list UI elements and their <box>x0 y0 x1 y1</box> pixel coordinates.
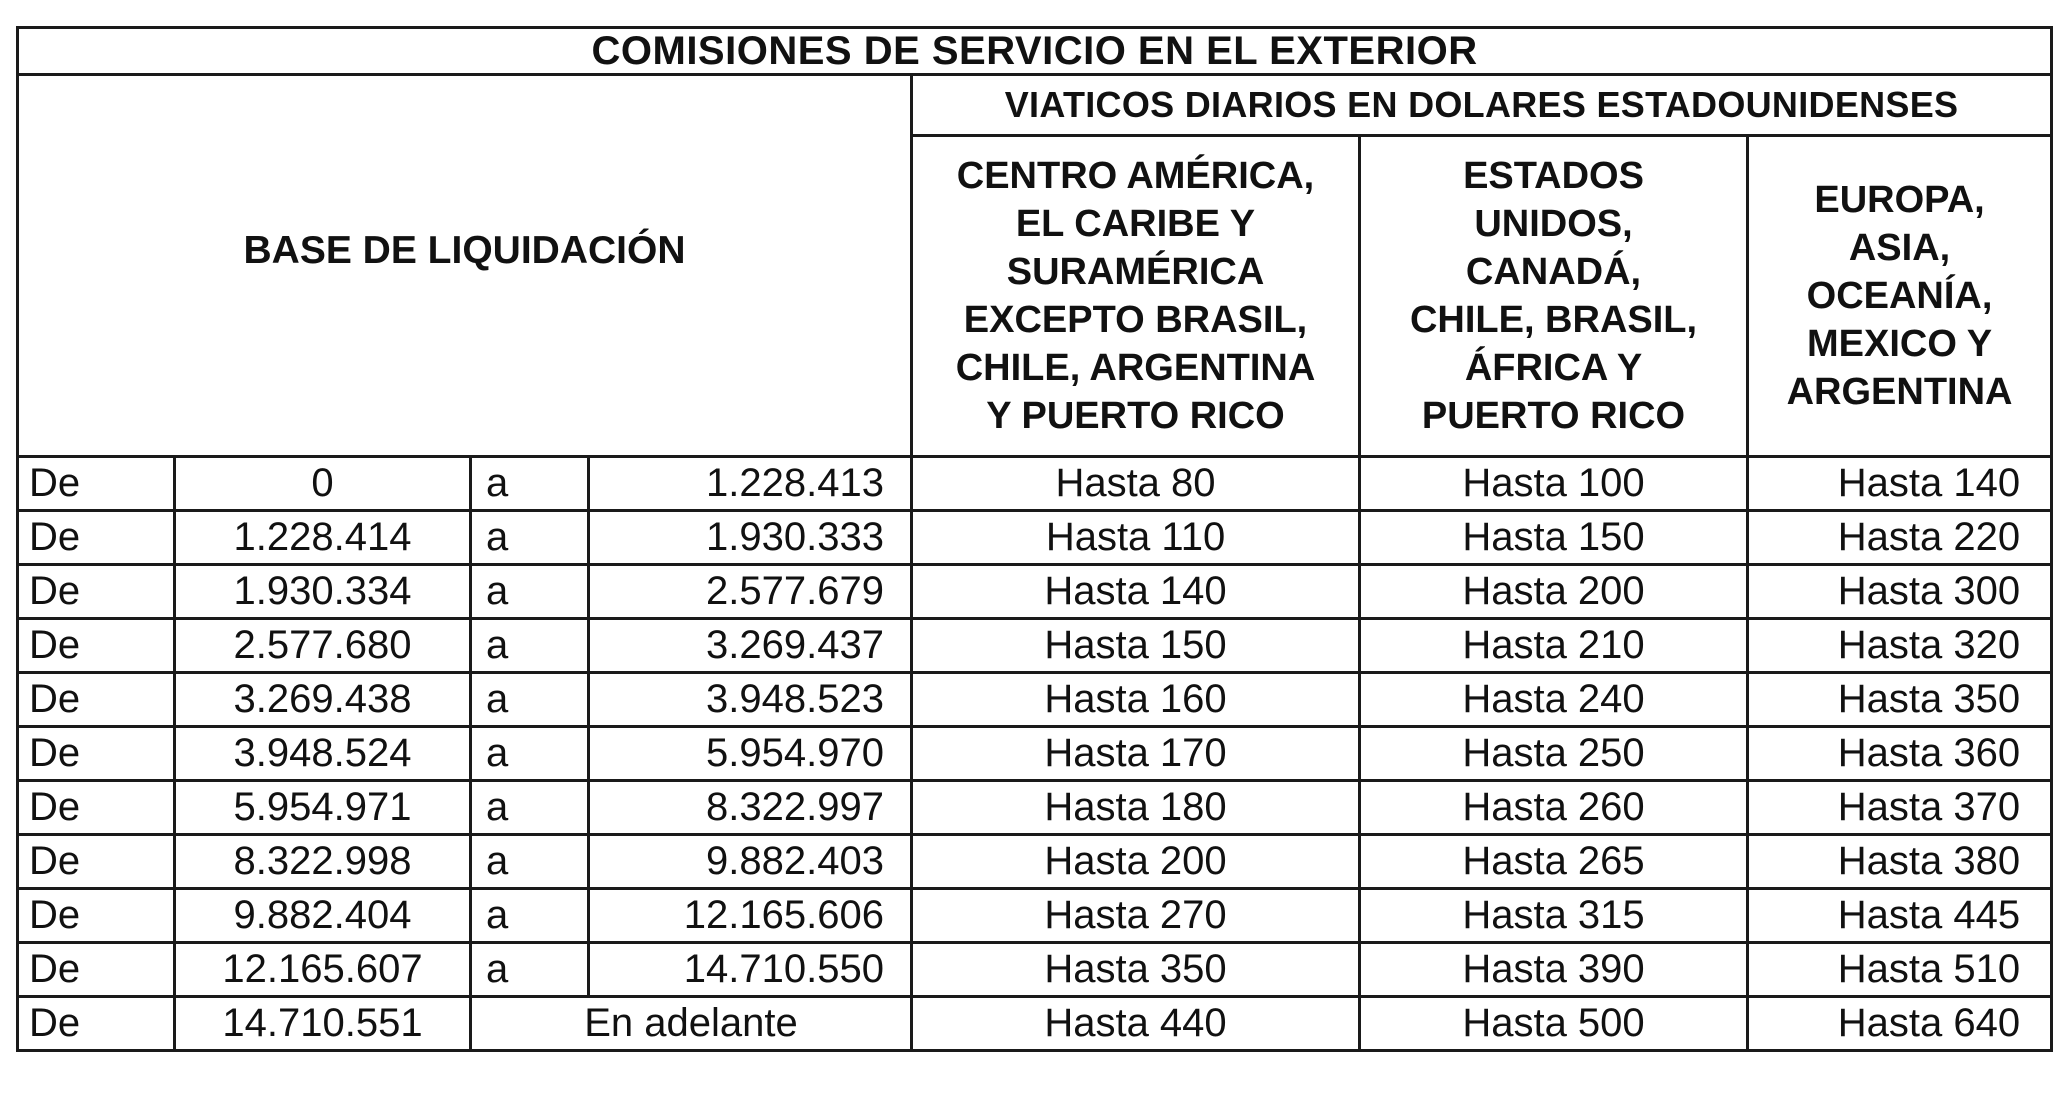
cell-a: a <box>471 943 589 997</box>
cell-base-to: 2.577.679 <box>589 565 912 619</box>
cell-de: De <box>18 511 175 565</box>
region-header-line: MEXICO Y <box>1806 323 1993 365</box>
cell-base-from: 2.577.680 <box>175 619 471 673</box>
cell-a: a <box>471 619 589 673</box>
cell-viatico-region-3: Hasta 510 <box>1748 943 2052 997</box>
cell-de: De <box>18 997 175 1051</box>
cell-viatico-region-1: Hasta 140 <box>912 565 1360 619</box>
region-header-line: OCEANÍA, <box>1806 275 1993 317</box>
region-header-line: Y PUERTO RICO <box>986 395 1285 437</box>
region-header-line: ESTADOS <box>1463 155 1644 197</box>
cell-base-to: 1.930.333 <box>589 511 912 565</box>
cell-base-from: 14.710.551 <box>175 997 471 1051</box>
table-row <box>18 673 2052 727</box>
cell-viatico-region-1: Hasta 170 <box>912 727 1360 781</box>
cell-viatico-region-3: Hasta 300 <box>1748 565 2052 619</box>
cell-base-to: 3.948.523 <box>589 673 912 727</box>
cell-de: De <box>18 673 175 727</box>
cell-de: De <box>18 457 175 511</box>
cell-base-from: 0 <box>175 457 471 511</box>
cell-viatico-region-3: Hasta 380 <box>1748 835 2052 889</box>
cell-viatico-region-2: Hasta 200 <box>1360 565 1748 619</box>
region-header-line: SURAMÉRICA <box>1006 251 1265 293</box>
region-header-1 <box>912 136 1360 457</box>
region-header-line: EL CARIBE Y <box>1015 203 1256 245</box>
cell-base-to: 3.269.437 <box>589 619 912 673</box>
cell-viatico-region-1: Hasta 80 <box>912 457 1360 511</box>
cell-viatico-region-1: Hasta 350 <box>912 943 1360 997</box>
cell-a: a <box>471 511 589 565</box>
table-title: COMISIONES DE SERVICIO EN EL EXTERIOR <box>18 28 2052 75</box>
region-header-line: CANADÁ, <box>1465 251 1642 293</box>
region-header-3 <box>1748 136 2052 457</box>
cell-viatico-region-3: Hasta 350 <box>1748 673 2052 727</box>
viaticos-header: VIATICOS DIARIOS EN DOLARES ESTADOUNIDENSES <box>912 75 2052 136</box>
cell-base-to: 9.882.403 <box>589 835 912 889</box>
cell-viatico-region-3: Hasta 320 <box>1748 619 2052 673</box>
region-header-line: UNIDOS, <box>1474 203 1633 245</box>
base-liquidacion-header: BASE DE LIQUIDACIÓN <box>18 75 912 457</box>
cell-viatico-region-2: Hasta 265 <box>1360 835 1748 889</box>
table-row <box>18 565 2052 619</box>
cell-viatico-region-2: Hasta 100 <box>1360 457 1748 511</box>
region-header-line: EUROPA, <box>1814 179 1985 221</box>
table-row <box>18 781 2052 835</box>
title-row <box>18 28 2052 75</box>
table-row <box>18 511 2052 565</box>
cell-a: a <box>471 727 589 781</box>
cell-viatico-region-2: Hasta 260 <box>1360 781 1748 835</box>
cell-viatico-region-3: Hasta 360 <box>1748 727 2052 781</box>
cell-viatico-region-2: Hasta 250 <box>1360 727 1748 781</box>
cell-viatico-region-1: Hasta 150 <box>912 619 1360 673</box>
region-header-line: PUERTO RICO <box>1421 395 1686 437</box>
cell-a: a <box>471 889 589 943</box>
table-row <box>18 727 2052 781</box>
region-header-line: EXCEPTO BRASIL, <box>963 299 1308 341</box>
comisiones-table <box>16 26 2053 1052</box>
cell-base-from: 3.948.524 <box>175 727 471 781</box>
region-header-line: CHILE, ARGENTINA <box>955 347 1316 389</box>
table-row <box>18 889 2052 943</box>
cell-de: De <box>18 619 175 673</box>
region-header-2 <box>1360 136 1748 457</box>
cell-a: a <box>471 781 589 835</box>
cell-a: a <box>471 835 589 889</box>
table-row <box>18 943 2052 997</box>
cell-a: a <box>471 457 589 511</box>
table-row <box>18 619 2052 673</box>
cell-viatico-region-1: Hasta 270 <box>912 889 1360 943</box>
region-header-line: ASIA, <box>1848 227 1951 269</box>
cell-viatico-region-2: Hasta 315 <box>1360 889 1748 943</box>
cell-base-to: 8.322.997 <box>589 781 912 835</box>
header-row-viaticos <box>18 75 2052 136</box>
cell-a: a <box>471 565 589 619</box>
cell-viatico-region-2: Hasta 210 <box>1360 619 1748 673</box>
cell-base-from: 1.228.414 <box>175 511 471 565</box>
table-body <box>18 28 2052 1051</box>
cell-base-to: 12.165.606 <box>589 889 912 943</box>
cell-base-to: 5.954.970 <box>589 727 912 781</box>
cell-en-adelante: En adelante <box>471 997 912 1051</box>
cell-base-from: 8.322.998 <box>175 835 471 889</box>
cell-viatico-region-1: Hasta 160 <box>912 673 1360 727</box>
cell-base-from: 5.954.971 <box>175 781 471 835</box>
cell-base-from: 12.165.607 <box>175 943 471 997</box>
cell-base-to: 14.710.550 <box>589 943 912 997</box>
table-row <box>18 835 2052 889</box>
cell-de: De <box>18 943 175 997</box>
cell-de: De <box>18 835 175 889</box>
cell-viatico-region-2: Hasta 150 <box>1360 511 1748 565</box>
table-row <box>18 457 2052 511</box>
cell-viatico-region-3: Hasta 140 <box>1748 457 2052 511</box>
region-header-line: CHILE, BRASIL, <box>1409 299 1698 341</box>
cell-base-from: 3.269.438 <box>175 673 471 727</box>
region-header-line: CENTRO AMÉRICA, <box>956 155 1315 197</box>
cell-a: a <box>471 673 589 727</box>
cell-de: De <box>18 565 175 619</box>
cell-viatico-region-1: Hasta 180 <box>912 781 1360 835</box>
cell-viatico-region-1: Hasta 200 <box>912 835 1360 889</box>
cell-base-from: 1.930.334 <box>175 565 471 619</box>
cell-viatico-region-2: Hasta 240 <box>1360 673 1748 727</box>
table-row-last <box>18 997 2052 1051</box>
cell-base-to: 1.228.413 <box>589 457 912 511</box>
cell-de: De <box>18 889 175 943</box>
cell-viatico-region-2: Hasta 390 <box>1360 943 1748 997</box>
cell-de: De <box>18 727 175 781</box>
cell-viatico-region-2: Hasta 500 <box>1360 997 1748 1051</box>
region-header-line: ARGENTINA <box>1786 371 2013 413</box>
cell-viatico-region-1: Hasta 110 <box>912 511 1360 565</box>
cell-viatico-region-1: Hasta 440 <box>912 997 1360 1051</box>
region-header-line: ÁFRICA Y <box>1464 347 1643 389</box>
cell-viatico-region-3: Hasta 370 <box>1748 781 2052 835</box>
cell-viatico-region-3: Hasta 220 <box>1748 511 2052 565</box>
cell-base-from: 9.882.404 <box>175 889 471 943</box>
cell-viatico-region-3: Hasta 640 <box>1748 997 2052 1051</box>
cell-viatico-region-3: Hasta 445 <box>1748 889 2052 943</box>
cell-de: De <box>18 781 175 835</box>
